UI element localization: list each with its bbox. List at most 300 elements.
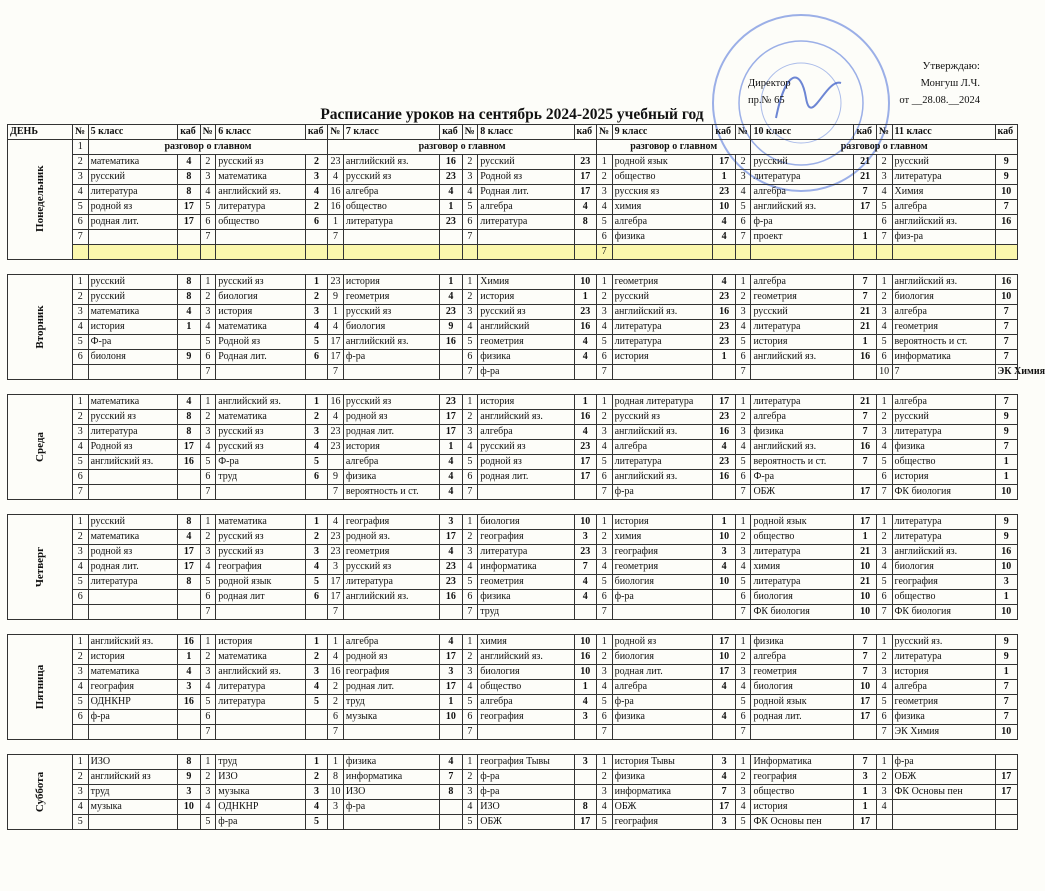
table-cell (200, 245, 216, 260)
table-cell: 1 (72, 140, 88, 155)
table-cell: 1 (305, 275, 327, 290)
table-cell: 4 (462, 320, 478, 335)
table-cell: 7 (200, 365, 216, 380)
table-cell (876, 815, 892, 830)
table-cell: 6 (305, 350, 327, 365)
table-cell: 3 (574, 530, 596, 545)
table-cell: 5 (200, 815, 216, 830)
table-cell: английский яз. (892, 275, 995, 290)
table-cell: 4 (178, 530, 200, 545)
table-cell: история (343, 440, 439, 455)
table-cell: биология (751, 590, 854, 605)
table-cell: 7 (328, 485, 344, 500)
table-cell: родной язык (612, 155, 713, 170)
column-header: каб (574, 125, 596, 140)
table-cell: 4 (328, 515, 344, 530)
table-cell: 1 (440, 200, 462, 215)
table-cell: литература (892, 425, 995, 440)
table-cell: геометрия (478, 335, 574, 350)
table-cell: ф-ра (478, 785, 574, 800)
table-cell: физика (478, 590, 574, 605)
table-cell: 3 (735, 545, 751, 560)
table-cell: русский (751, 305, 854, 320)
table-cell: 1 (305, 635, 327, 650)
table-cell: 23 (328, 425, 344, 440)
table-cell: 7 (328, 365, 344, 380)
table-cell: ф-ра (612, 590, 713, 605)
table-cell: 17 (995, 785, 1018, 800)
table-cell: 3 (440, 515, 462, 530)
table-cell: 1 (200, 515, 216, 530)
table-cell: история (892, 470, 995, 485)
table-cell: математика (88, 665, 178, 680)
table-cell: алгебра (751, 185, 854, 200)
table-cell: 6 (596, 710, 612, 725)
table-cell: 4 (735, 560, 751, 575)
table-cell: 3 (596, 425, 612, 440)
table-cell: 4 (713, 710, 735, 725)
table-cell: 1 (876, 275, 892, 290)
table-cell: родной яз (343, 410, 439, 425)
table-cell: 10 (854, 605, 876, 620)
table-cell: 23 (713, 185, 735, 200)
table-cell: родной язык (751, 695, 854, 710)
table-cell: 7 (995, 710, 1018, 725)
table-cell: 23 (328, 545, 344, 560)
table-cell (305, 605, 327, 620)
table-cell: 3 (200, 665, 216, 680)
table-cell: 5 (876, 200, 892, 215)
table-cell: 4 (440, 455, 462, 470)
table-cell (178, 590, 200, 605)
table-cell (612, 365, 713, 380)
table-cell: 4 (72, 560, 88, 575)
table-cell: 23 (440, 215, 462, 230)
table-cell: 5 (200, 455, 216, 470)
table-cell: 5 (305, 575, 327, 590)
table-cell: ф-ра (892, 755, 995, 770)
table-cell: 4 (72, 800, 88, 815)
table-cell: 4 (596, 800, 612, 815)
table-cell: 1 (72, 755, 88, 770)
table-cell: 9 (995, 155, 1018, 170)
table-cell: 7 (328, 230, 344, 245)
table-cell: общество (892, 455, 995, 470)
table-cell: 17 (440, 680, 462, 695)
table-cell: русский яз (343, 170, 439, 185)
table-cell: 6 (305, 590, 327, 605)
table-cell: 3 (328, 800, 344, 815)
table-cell: геометрия (892, 695, 995, 710)
table-cell: 9 (995, 425, 1018, 440)
table-row (8, 635, 1018, 650)
table-cell: 10 (995, 605, 1018, 620)
table-cell: история (216, 305, 306, 320)
table-cell (216, 485, 306, 500)
table-cell: 6 (72, 350, 88, 365)
table-cell: геометрия (343, 290, 439, 305)
table-cell: 1 (995, 665, 1018, 680)
table-cell: литература (892, 530, 995, 545)
table-cell: ОДНКНР (88, 695, 178, 710)
table-cell: геометрия (343, 545, 439, 560)
table-cell: 4 (713, 560, 735, 575)
table-row (8, 710, 1018, 725)
table-cell: 4 (305, 320, 327, 335)
table-row (8, 410, 1018, 425)
table-cell: ф-ра (343, 800, 439, 815)
table-cell: русский яз (216, 155, 306, 170)
table-cell: 16 (574, 410, 596, 425)
table-cell: Информатика (751, 755, 854, 770)
schedule-table (7, 124, 1045, 830)
table-cell: 7 (995, 320, 1018, 335)
table-cell: русский (892, 410, 995, 425)
table-cell: 4 (596, 320, 612, 335)
column-header: 11 класс (892, 125, 995, 140)
table-cell (343, 230, 439, 245)
table-cell: родной яз (343, 650, 439, 665)
table-cell: 5 (305, 455, 327, 470)
table-cell: 6 (876, 470, 892, 485)
table-cell: 6 (72, 215, 88, 230)
table-cell: 7 (876, 725, 892, 740)
table-row (8, 155, 1018, 170)
table-cell: английский яз. (751, 440, 854, 455)
table-cell: 4 (574, 350, 596, 365)
table-cell: 17 (713, 395, 735, 410)
table-cell (178, 815, 200, 830)
table-cell: 7 (574, 560, 596, 575)
table-cell (8, 620, 1018, 635)
table-cell: 2 (462, 155, 478, 170)
table-cell (612, 245, 713, 260)
table-cell: 3 (596, 665, 612, 680)
table-cell: 10 (854, 590, 876, 605)
table-cell (88, 245, 178, 260)
table-cell: 4 (735, 440, 751, 455)
table-cell: 7 (200, 605, 216, 620)
table-cell: 4 (713, 215, 735, 230)
table-cell: 8 (178, 185, 200, 200)
table-cell: 8 (178, 425, 200, 440)
table-cell: 5 (72, 575, 88, 590)
table-cell: 21 (854, 305, 876, 320)
table-cell: 3 (596, 785, 612, 800)
table-cell: история (892, 665, 995, 680)
table-cell: 5 (735, 695, 751, 710)
table-cell: русский (88, 275, 178, 290)
table-cell (713, 725, 735, 740)
table-cell: труд (216, 755, 306, 770)
table-cell: 7 (596, 605, 612, 620)
table-cell: 5 (305, 695, 327, 710)
table-cell (574, 365, 596, 380)
table-cell: 5 (462, 575, 478, 590)
table-cell: география Тывы (478, 755, 574, 770)
table-cell: 2 (876, 650, 892, 665)
table-cell: 3 (876, 425, 892, 440)
table-cell: 5 (72, 335, 88, 350)
table-cell: литература (892, 650, 995, 665)
table-cell: физика (478, 350, 574, 365)
table-cell: физика (343, 470, 439, 485)
table-cell: 23 (328, 275, 344, 290)
table-cell: 10 (995, 560, 1018, 575)
column-header: каб (713, 125, 735, 140)
table-cell (178, 725, 200, 740)
table-cell: 4 (305, 185, 327, 200)
table-cell: 1 (713, 350, 735, 365)
table-cell: 6 (72, 590, 88, 605)
table-cell: русский яз (343, 305, 439, 320)
table-cell: алгебра (478, 695, 574, 710)
table-cell (574, 725, 596, 740)
table-cell: 5 (200, 575, 216, 590)
table-cell: 3 (735, 785, 751, 800)
table-cell: 17 (713, 155, 735, 170)
table-cell: 4 (462, 185, 478, 200)
table-cell: 1 (995, 590, 1018, 605)
table-cell (854, 215, 876, 230)
table-cell (216, 725, 306, 740)
table-cell: 2 (200, 770, 216, 785)
table-cell: 7 (735, 365, 751, 380)
table-cell: 5 (462, 335, 478, 350)
table-cell: 5 (596, 335, 612, 350)
table-cell: 17 (440, 530, 462, 545)
table-cell: проект (751, 230, 854, 245)
table-row (8, 785, 1018, 800)
table-cell: 6 (462, 590, 478, 605)
table-cell: Родной яз (478, 170, 574, 185)
table-row (8, 815, 1018, 830)
table-cell: русский яз (216, 545, 306, 560)
table-cell: 4 (200, 680, 216, 695)
table-cell (178, 605, 200, 620)
table-cell: 4 (440, 485, 462, 500)
table-cell: информатика (343, 770, 439, 785)
table-cell: алгебра (478, 425, 574, 440)
table-cell: родной яз (88, 200, 178, 215)
table-cell (305, 230, 327, 245)
table-cell: 7 (462, 365, 478, 380)
table-cell (440, 245, 462, 260)
table-cell: 8 (178, 290, 200, 305)
table-cell: география (216, 560, 306, 575)
table-cell: 4 (735, 680, 751, 695)
table-cell: 16 (328, 185, 344, 200)
table-cell: 16 (995, 275, 1018, 290)
order-number: пр.№ 65 (748, 95, 785, 106)
table-cell: алгебра (343, 635, 439, 650)
table-cell (88, 365, 178, 380)
table-cell: 4 (735, 800, 751, 815)
table-cell: 10 (713, 200, 735, 215)
table-cell: 1 (328, 305, 344, 320)
table-cell: общество (892, 590, 995, 605)
table-cell: алгебра (892, 395, 995, 410)
table-cell: 3 (72, 425, 88, 440)
table-cell: 6 (200, 350, 216, 365)
table-cell: биология (612, 575, 713, 590)
table-cell: 4 (574, 425, 596, 440)
table-cell: 1 (854, 230, 876, 245)
table-cell: 17 (440, 410, 462, 425)
table-cell: география (751, 770, 854, 785)
day-separator (8, 260, 1018, 275)
table-cell: 3 (328, 560, 344, 575)
table-cell (88, 470, 178, 485)
table-cell: 5 (876, 695, 892, 710)
table-cell: 1 (735, 515, 751, 530)
table-cell: русский (892, 155, 995, 170)
table-cell: 2 (596, 410, 612, 425)
table-cell: математика (88, 305, 178, 320)
table-cell: литература (478, 215, 574, 230)
table-cell: 16 (574, 650, 596, 665)
table-cell: 7 (995, 305, 1018, 320)
table-cell: разговор о главном (88, 140, 328, 155)
table-cell (305, 725, 327, 740)
table-cell: история Тывы (612, 755, 713, 770)
table-cell: русский (478, 155, 574, 170)
table-cell: 16 (574, 320, 596, 335)
table-cell: 4 (574, 335, 596, 350)
table-cell: 3 (305, 785, 327, 800)
table-cell: 7 (462, 485, 478, 500)
table-cell: 10 (178, 800, 200, 815)
director-label: Директор (748, 78, 791, 89)
table-cell: 6 (305, 215, 327, 230)
table-cell: 6 (876, 215, 892, 230)
table-row (8, 725, 1018, 740)
table-cell: 7 (854, 665, 876, 680)
table-cell (713, 245, 735, 260)
table-cell: 4 (72, 680, 88, 695)
table-cell: 7 (200, 725, 216, 740)
table-cell: 7 (876, 230, 892, 245)
table-cell: 6 (596, 470, 612, 485)
table-cell: 16 (178, 695, 200, 710)
table-cell (178, 230, 200, 245)
table-cell: 17 (328, 350, 344, 365)
table-cell: 1 (713, 170, 735, 185)
table-cell: алгебра (612, 215, 713, 230)
table-cell: 1 (440, 275, 462, 290)
table-cell: 4 (440, 635, 462, 650)
table-cell: 4 (440, 290, 462, 305)
table-cell: 3 (596, 545, 612, 560)
table-cell: 4 (328, 410, 344, 425)
table-cell: 2 (72, 155, 88, 170)
table-cell (72, 605, 88, 620)
table-cell: 4 (440, 755, 462, 770)
table-cell: русский яз (216, 530, 306, 545)
table-cell: физика (751, 425, 854, 440)
table-cell: биология (478, 665, 574, 680)
table-cell: 5 (72, 695, 88, 710)
table-cell: Химия (478, 275, 574, 290)
table-cell: история (88, 320, 178, 335)
table-cell: 3 (200, 305, 216, 320)
table-cell: 6 (72, 470, 88, 485)
table-cell: Родная лит. (216, 350, 306, 365)
table-cell: Родная лит. (478, 185, 574, 200)
table-cell: английский яз. (892, 545, 995, 560)
table-cell: 1 (854, 335, 876, 350)
table-cell: 3 (735, 425, 751, 440)
table-cell: 4 (305, 440, 327, 455)
table-cell: 4 (440, 545, 462, 560)
table-cell (343, 605, 439, 620)
table-cell: ОБЖ (612, 800, 713, 815)
table-cell (854, 725, 876, 740)
table-cell: 1 (596, 635, 612, 650)
table-row (8, 575, 1018, 590)
table-row (8, 680, 1018, 695)
table-cell: общество (751, 530, 854, 545)
table-cell: 21 (854, 575, 876, 590)
table-cell: 3 (440, 665, 462, 680)
table-cell (440, 350, 462, 365)
table-cell: 16 (440, 590, 462, 605)
table-cell: химия (612, 200, 713, 215)
table-cell: 7 (854, 275, 876, 290)
table-cell: 2 (305, 530, 327, 545)
table-cell: 2 (305, 410, 327, 425)
table-cell: 4 (713, 275, 735, 290)
table-cell (216, 245, 306, 260)
table-cell: 5 (72, 815, 88, 830)
table-cell: 8 (178, 275, 200, 290)
column-header: № (596, 125, 612, 140)
table-cell: 4 (328, 320, 344, 335)
table-cell: 7 (200, 230, 216, 245)
table-cell: 1 (328, 215, 344, 230)
table-cell: ОБЖ (478, 815, 574, 830)
table-cell: 1 (72, 395, 88, 410)
table-cell: 23 (574, 155, 596, 170)
table-cell: 5 (596, 455, 612, 470)
column-header: каб (305, 125, 327, 140)
table-cell: Родной яз (216, 335, 306, 350)
table-cell: 3 (713, 815, 735, 830)
table-cell: английский яз. (216, 665, 306, 680)
table-cell: 23 (440, 560, 462, 575)
table-cell: ФК биология (892, 605, 995, 620)
table-cell: 3 (178, 785, 200, 800)
table-cell: русский яз (343, 395, 439, 410)
table-cell: 5 (735, 335, 751, 350)
table-cell (343, 725, 439, 740)
table-cell: ИЗО (343, 785, 439, 800)
table-cell: геометрия (751, 665, 854, 680)
table-cell: 2 (200, 530, 216, 545)
table-cell: 10 (995, 725, 1018, 740)
table-cell: 1 (305, 515, 327, 530)
table-cell: Ф-ра (751, 470, 854, 485)
table-cell: 7 (735, 605, 751, 620)
table-row (8, 335, 1018, 350)
table-cell: 4 (713, 680, 735, 695)
table-cell: ф-ра (343, 350, 439, 365)
table-cell: математика (88, 155, 178, 170)
table-cell: 3 (72, 785, 88, 800)
table-cell: 4 (735, 320, 751, 335)
table-cell: 1 (854, 530, 876, 545)
table-cell: родная литература (612, 395, 713, 410)
